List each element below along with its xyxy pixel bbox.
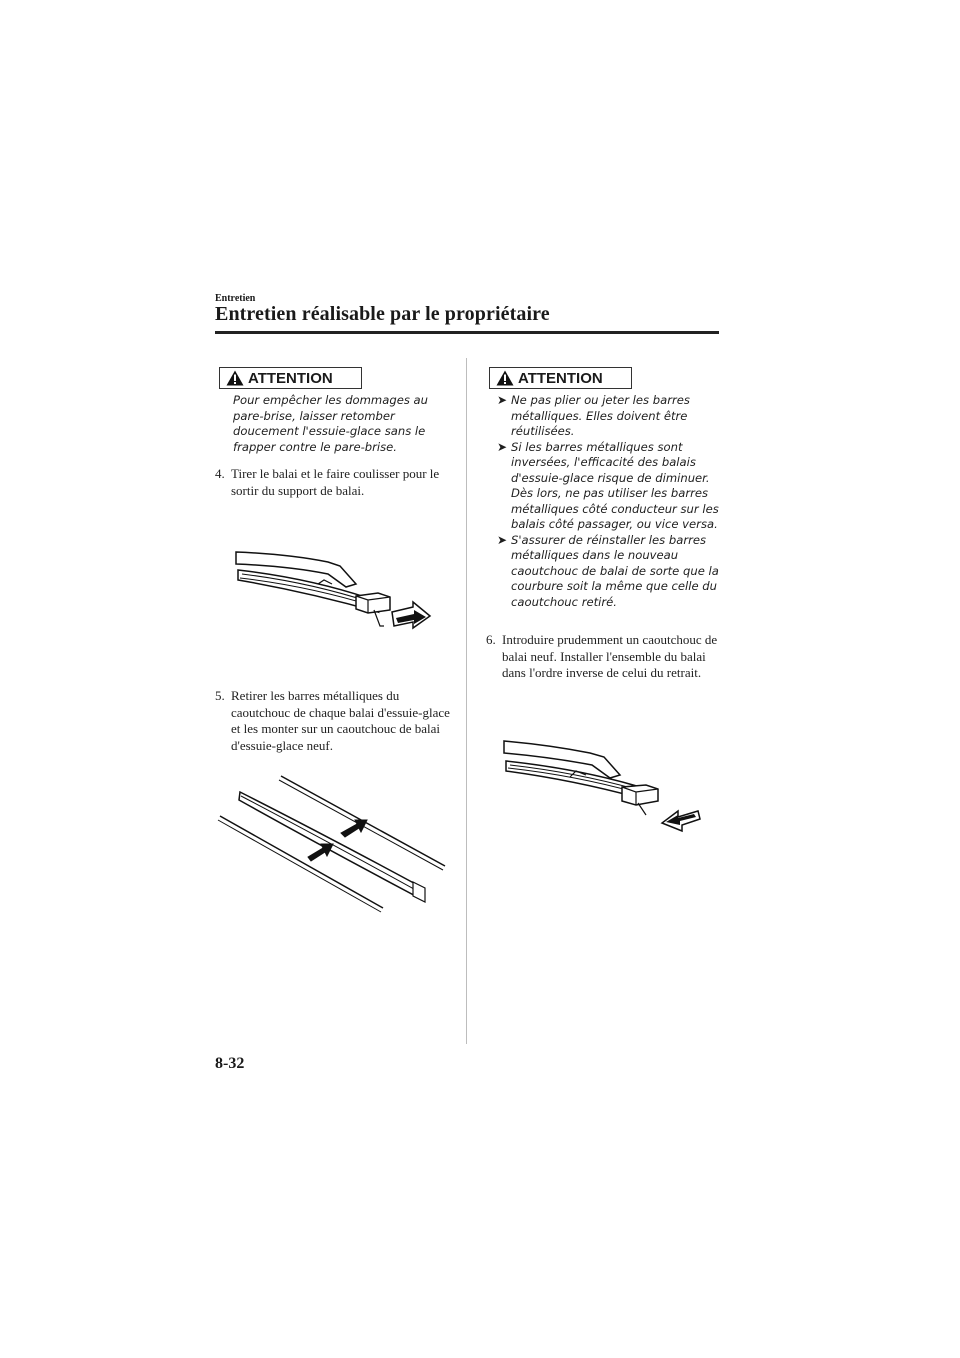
- metal-bars-illustration: [215, 770, 450, 915]
- step-number: 5.: [215, 688, 225, 703]
- attention-line: frapper contre le pare-brise.: [233, 439, 397, 454]
- wiper-blade-install-illustration: [500, 735, 705, 835]
- attention-box-right: [489, 367, 632, 389]
- step-text: Introduire prudemment un caoutchouc de balai neuf. Installer l'ensemble du balai dans l'ordre inverse de celui du retrait.: [502, 632, 718, 680]
- attention-line: pare-brise, laisser retomber: [233, 408, 395, 423]
- step-number: 6.: [486, 632, 496, 647]
- page-title: Entretien réalisable par le propriétaire: [215, 303, 550, 325]
- wiper-blade-removal-illustration: [228, 540, 438, 640]
- step-text: Tirer le balai et le faire coulisser pour le sortir du support de balai.: [231, 466, 440, 498]
- column-divider: [466, 358, 467, 1044]
- attention-bullet: ➤ Ne pas plier ou jeter les barres métalliques. Elles doivent être réutilisées.: [497, 393, 690, 438]
- page-number: 8-32: [215, 1055, 245, 1072]
- step-number: 4.: [215, 466, 225, 481]
- step-5: [215, 688, 455, 754]
- arrowhead-bullet-icon: ➤: [497, 439, 508, 454]
- warning-triangle-icon: [226, 370, 244, 386]
- attention-text-right: [489, 393, 721, 610]
- attention-bullet: ➤ S'assurer de réinstaller les barres métalliques dans le nouveau caoutchouc de balai de sorte que la courbure soit la même que celle du caoutchouc retiré.: [497, 532, 719, 609]
- header-rule: [215, 331, 719, 334]
- section-label: Entretien: [215, 293, 256, 304]
- warning-triangle-icon: [496, 370, 514, 386]
- arrowhead-bullet-icon: ➤: [497, 532, 508, 547]
- attention-box-left: [219, 367, 362, 389]
- attention-bullet: ➤ Si les barres métalliques sont inversées, l'efficacité des balais d'essuie-glace risque de diminuer. Dès lors, ne pas utiliser les barres métalliques côté conducteur sur les balais côté passager, ou vice versa.: [497, 439, 719, 531]
- arrowhead-bullet-icon: ➤: [497, 393, 508, 407]
- attention-title: ATTENTION: [248, 369, 333, 387]
- attention-title: ATTENTION: [518, 369, 603, 387]
- attention-text-left: [233, 393, 453, 455]
- step-text: Retirer les barres métalliques du caoutchouc de chaque balai d'essuie-glace et les monter sur un caoutchouc de balai d'essuie-glace neuf.: [231, 688, 450, 753]
- attention-line: doucement l'essuie-glace sans le: [233, 424, 426, 438]
- step-6: [486, 632, 722, 682]
- step-4: [215, 466, 455, 499]
- attention-bullet-list: [489, 393, 721, 610]
- attention-line: Pour empêcher les dommages au: [233, 393, 429, 407]
